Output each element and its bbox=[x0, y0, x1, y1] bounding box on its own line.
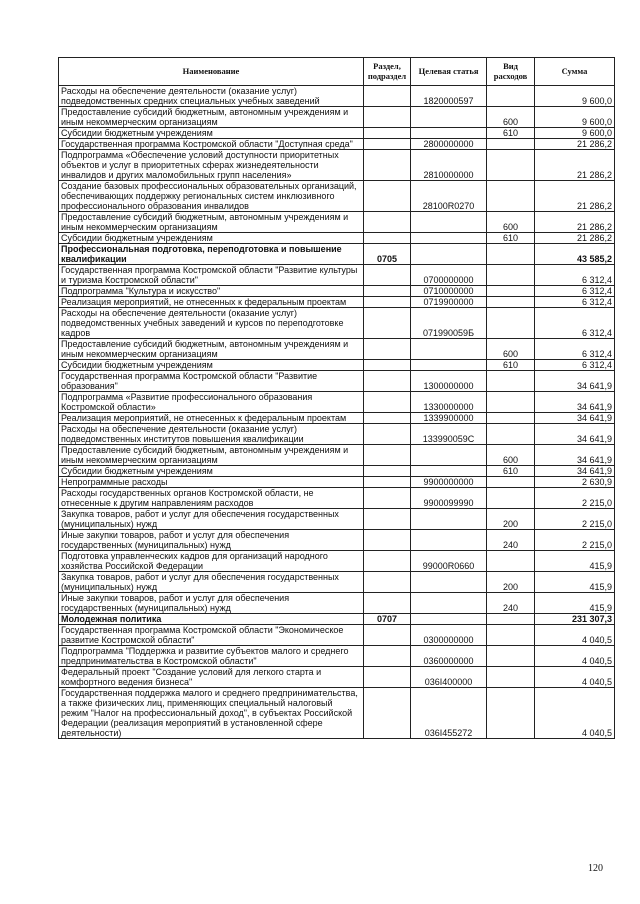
cell-sum: 2 630,9 bbox=[535, 477, 615, 488]
cell-name: Государственная программа Костромской области "Развитие культуры и туризма Костромской области" bbox=[59, 265, 364, 286]
cell-section bbox=[364, 667, 411, 688]
cell-section bbox=[364, 297, 411, 308]
cell-name: Создание базовых профессиональных образовательных организаций, обеспечивающих поддержку региональных систем инклюзивного профессионального образования инвалидов bbox=[59, 181, 364, 212]
cell-name: Субсидии бюджетным учреждениям bbox=[59, 233, 364, 244]
cell-target bbox=[411, 509, 487, 530]
cell-name: Государственная программа Костромской области "Развитие образования" bbox=[59, 371, 364, 392]
cell-section bbox=[364, 466, 411, 477]
table-row bbox=[59, 551, 615, 572]
cell-type: 600 bbox=[487, 212, 535, 233]
cell-section bbox=[364, 308, 411, 339]
table-row bbox=[59, 150, 615, 181]
cell-target bbox=[411, 572, 487, 593]
header-type: Вид расходов bbox=[487, 58, 535, 86]
cell-name: Иные закупки товаров, работ и услуг для обеспечения государственных (муниципальных) нужд bbox=[59, 530, 364, 551]
header-name: Наименование bbox=[59, 58, 364, 86]
cell-type bbox=[487, 614, 535, 625]
table-row bbox=[59, 509, 615, 530]
cell-type: 610 bbox=[487, 128, 535, 139]
cell-name: Закупка товаров, работ и услуг для обеспечения государственных (муниципальных) нужд bbox=[59, 572, 364, 593]
cell-section bbox=[364, 212, 411, 233]
cell-name: Государственная программа Костромской области "Доступная среда" bbox=[59, 139, 364, 150]
cell-target: 0710000000 bbox=[411, 286, 487, 297]
table-row bbox=[59, 107, 615, 128]
cell-sum: 4 040,5 bbox=[535, 646, 615, 667]
table-row bbox=[59, 477, 615, 488]
cell-target: 1300000000 bbox=[411, 371, 487, 392]
cell-name: Расходы на обеспечение деятельности (оказание услуг) подведомственных средних специальных учебных заведений bbox=[59, 86, 364, 107]
header-section: Раздел, подраздел bbox=[364, 58, 411, 86]
cell-target bbox=[411, 244, 487, 265]
cell-name: Профессиональная подготовка, переподготовка и повышение квалификации bbox=[59, 244, 364, 265]
cell-sum: 4 040,5 bbox=[535, 625, 615, 646]
cell-type: 600 bbox=[487, 445, 535, 466]
cell-type bbox=[487, 551, 535, 572]
cell-name: Реализация мероприятий, не отнесенных к федеральным проектам bbox=[59, 413, 364, 424]
cell-target: 28100R0270 bbox=[411, 181, 487, 212]
table-row bbox=[59, 413, 615, 424]
cell-sum: 2 215,0 bbox=[535, 488, 615, 509]
cell-target bbox=[411, 614, 487, 625]
cell-type bbox=[487, 286, 535, 297]
cell-target bbox=[411, 360, 487, 371]
cell-section bbox=[364, 339, 411, 360]
table-row bbox=[59, 572, 615, 593]
table-row bbox=[59, 625, 615, 646]
cell-sum: 6 312,4 bbox=[535, 265, 615, 286]
cell-name: Предоставление субсидий бюджетным, автономным учреждениям и иным некоммерческим организациям bbox=[59, 212, 364, 233]
cell-type bbox=[487, 646, 535, 667]
cell-type: 610 bbox=[487, 360, 535, 371]
cell-sum: 9 600,0 bbox=[535, 107, 615, 128]
header-target: Целевая статья bbox=[411, 58, 487, 86]
cell-type bbox=[487, 139, 535, 150]
cell-section: 0707 bbox=[364, 614, 411, 625]
cell-type: 610 bbox=[487, 466, 535, 477]
cell-sum: 6 312,4 bbox=[535, 308, 615, 339]
cell-type bbox=[487, 688, 535, 739]
table-row bbox=[59, 139, 615, 150]
table-row bbox=[59, 445, 615, 466]
table-row bbox=[59, 688, 615, 739]
header-sum: Сумма bbox=[535, 58, 615, 86]
cell-name: Подготовка управленческих кадров для организаций народного хозяйства Российской Федерации bbox=[59, 551, 364, 572]
table-row bbox=[59, 233, 615, 244]
table-row bbox=[59, 424, 615, 445]
cell-sum: 6 312,4 bbox=[535, 297, 615, 308]
cell-type bbox=[487, 86, 535, 107]
table-row bbox=[59, 593, 615, 614]
cell-sum: 34 641,9 bbox=[535, 466, 615, 477]
cell-section bbox=[364, 86, 411, 107]
cell-sum: 415,9 bbox=[535, 593, 615, 614]
cell-sum: 2 215,0 bbox=[535, 530, 615, 551]
cell-target bbox=[411, 128, 487, 139]
cell-type bbox=[487, 308, 535, 339]
table-header bbox=[59, 58, 615, 86]
cell-type bbox=[487, 265, 535, 286]
cell-sum: 6 312,4 bbox=[535, 286, 615, 297]
cell-target bbox=[411, 530, 487, 551]
cell-target: 1339900000 bbox=[411, 413, 487, 424]
cell-type: 610 bbox=[487, 233, 535, 244]
cell-name: Предоставление субсидий бюджетным, автономным учреждениям и иным некоммерческим организациям bbox=[59, 107, 364, 128]
cell-name: Закупка товаров, работ и услуг для обеспечения государственных (муниципальных) нужд bbox=[59, 509, 364, 530]
cell-section: 0705 bbox=[364, 244, 411, 265]
cell-sum: 34 641,9 bbox=[535, 413, 615, 424]
cell-name: Предоставление субсидий бюджетным, автономным учреждениям и иным некоммерческим организациям bbox=[59, 445, 364, 466]
table-row bbox=[59, 86, 615, 107]
cell-name: Предоставление субсидий бюджетным, автономным учреждениям и иным некоммерческим организациям bbox=[59, 339, 364, 360]
cell-target: 99000R0660 bbox=[411, 551, 487, 572]
cell-section bbox=[364, 509, 411, 530]
cell-type: 240 bbox=[487, 593, 535, 614]
cell-sum: 21 286,2 bbox=[535, 233, 615, 244]
table-row bbox=[59, 244, 615, 265]
table-row bbox=[59, 360, 615, 371]
cell-type bbox=[487, 181, 535, 212]
cell-sum: 21 286,2 bbox=[535, 150, 615, 181]
cell-type: 600 bbox=[487, 339, 535, 360]
cell-type bbox=[487, 625, 535, 646]
cell-name: Субсидии бюджетным учреждениям bbox=[59, 360, 364, 371]
cell-sum: 4 040,5 bbox=[535, 667, 615, 688]
cell-target bbox=[411, 107, 487, 128]
cell-section bbox=[364, 572, 411, 593]
cell-section bbox=[364, 286, 411, 297]
cell-section bbox=[364, 625, 411, 646]
cell-name: Молодежная политика bbox=[59, 614, 364, 625]
cell-name: Расходы на обеспечение деятельности (оказание услуг) подведомственных институтов повышения квалификации bbox=[59, 424, 364, 445]
cell-section bbox=[364, 371, 411, 392]
cell-name: Государственная программа Костромской области "Экономическое развитие Костромской области" bbox=[59, 625, 364, 646]
cell-name: Подпрограмма «Обеспечение условий доступности приоритетных объектов и услуг в приоритетных сферах жизнедеятельности инвалидов и других маломобильных групп населения» bbox=[59, 150, 364, 181]
cell-sum: 21 286,2 bbox=[535, 139, 615, 150]
cell-section bbox=[364, 233, 411, 244]
cell-sum: 6 312,4 bbox=[535, 339, 615, 360]
cell-type bbox=[487, 488, 535, 509]
cell-target bbox=[411, 339, 487, 360]
cell-sum: 6 312,4 bbox=[535, 360, 615, 371]
cell-type bbox=[487, 477, 535, 488]
cell-section bbox=[364, 488, 411, 509]
cell-sum: 43 585,2 bbox=[535, 244, 615, 265]
cell-name: Расходы на обеспечение деятельности (оказание услуг) подведомственных учебных заведений и курсов по переподготовке кадров bbox=[59, 308, 364, 339]
cell-section bbox=[364, 107, 411, 128]
cell-sum: 21 286,2 bbox=[535, 212, 615, 233]
table-row bbox=[59, 308, 615, 339]
budget-table-container bbox=[58, 57, 614, 739]
cell-sum: 4 040,5 bbox=[535, 688, 615, 739]
cell-sum: 231 307,3 bbox=[535, 614, 615, 625]
cell-target bbox=[411, 466, 487, 477]
cell-name: Подпрограмма "Культура и искусство" bbox=[59, 286, 364, 297]
cell-section bbox=[364, 181, 411, 212]
budget-table bbox=[58, 57, 615, 739]
cell-section bbox=[364, 551, 411, 572]
cell-target: 036I400000 bbox=[411, 667, 487, 688]
cell-section bbox=[364, 265, 411, 286]
cell-name: Субсидии бюджетным учреждениям bbox=[59, 128, 364, 139]
cell-type: 600 bbox=[487, 107, 535, 128]
cell-name: Субсидии бюджетным учреждениям bbox=[59, 466, 364, 477]
cell-type bbox=[487, 297, 535, 308]
cell-type: 240 bbox=[487, 530, 535, 551]
cell-sum: 415,9 bbox=[535, 572, 615, 593]
cell-sum: 415,9 bbox=[535, 551, 615, 572]
cell-sum: 2 215,0 bbox=[535, 509, 615, 530]
cell-section bbox=[364, 424, 411, 445]
cell-name: Реализация мероприятий, не отнесенных к федеральным проектам bbox=[59, 297, 364, 308]
table-row bbox=[59, 128, 615, 139]
table-row bbox=[59, 466, 615, 477]
table-row bbox=[59, 667, 615, 688]
table-row bbox=[59, 339, 615, 360]
cell-section bbox=[364, 593, 411, 614]
table-row bbox=[59, 181, 615, 212]
cell-section bbox=[364, 360, 411, 371]
cell-target: 1820000597 bbox=[411, 86, 487, 107]
cell-target: 0719900000 bbox=[411, 297, 487, 308]
table-row bbox=[59, 646, 615, 667]
cell-target: 036I455272 bbox=[411, 688, 487, 739]
cell-type: 200 bbox=[487, 509, 535, 530]
cell-target: 2810000000 bbox=[411, 150, 487, 181]
cell-target: 0700000000 bbox=[411, 265, 487, 286]
cell-sum: 34 641,9 bbox=[535, 445, 615, 466]
cell-name: Подпрограмма «Развитие профессионального образования Костромской области» bbox=[59, 392, 364, 413]
cell-sum: 34 641,9 bbox=[535, 392, 615, 413]
cell-type bbox=[487, 150, 535, 181]
cell-type bbox=[487, 667, 535, 688]
cell-name: Непрограммные расходы bbox=[59, 477, 364, 488]
cell-target: 1330000000 bbox=[411, 392, 487, 413]
cell-name: Расходы государственных органов Костромской области, не отнесенные к другим направлениям расходов bbox=[59, 488, 364, 509]
cell-type bbox=[487, 424, 535, 445]
cell-target: 9900000000 bbox=[411, 477, 487, 488]
cell-type bbox=[487, 413, 535, 424]
table-row bbox=[59, 212, 615, 233]
table-body bbox=[59, 86, 615, 739]
cell-section bbox=[364, 413, 411, 424]
table-row bbox=[59, 530, 615, 551]
cell-sum: 9 600,0 bbox=[535, 86, 615, 107]
cell-section bbox=[364, 445, 411, 466]
cell-target bbox=[411, 593, 487, 614]
cell-name: Федеральный проект "Создание условий для легкого старта и комфортного ведения бизнеса" bbox=[59, 667, 364, 688]
cell-sum: 9 600,0 bbox=[535, 128, 615, 139]
table-row bbox=[59, 286, 615, 297]
cell-sum: 34 641,9 bbox=[535, 424, 615, 445]
cell-type: 200 bbox=[487, 572, 535, 593]
cell-section bbox=[364, 392, 411, 413]
table-row bbox=[59, 614, 615, 625]
cell-name: Иные закупки товаров, работ и услуг для обеспечения государственных (муниципальных) нужд bbox=[59, 593, 364, 614]
cell-type bbox=[487, 371, 535, 392]
cell-target: 0300000000 bbox=[411, 625, 487, 646]
table-row bbox=[59, 371, 615, 392]
cell-target: 0360000000 bbox=[411, 646, 487, 667]
cell-section bbox=[364, 688, 411, 739]
cell-target: 2800000000 bbox=[411, 139, 487, 150]
table-row bbox=[59, 392, 615, 413]
table-row bbox=[59, 297, 615, 308]
table-row bbox=[59, 265, 615, 286]
table-row bbox=[59, 488, 615, 509]
cell-section bbox=[364, 477, 411, 488]
cell-section bbox=[364, 139, 411, 150]
cell-section bbox=[364, 150, 411, 181]
cell-target: 133990059С bbox=[411, 424, 487, 445]
cell-type bbox=[487, 244, 535, 265]
cell-target: 9900099990 bbox=[411, 488, 487, 509]
cell-target bbox=[411, 233, 487, 244]
cell-sum: 34 641,9 bbox=[535, 371, 615, 392]
cell-target: 071990059Б bbox=[411, 308, 487, 339]
cell-name: Государственная поддержка малого и среднего предпринимательства, а также физических лиц, применяющих специальный налоговый режим "Налог на профессиональный доход", в субъектах Российской Федерации (реализация мероприятий в установленной сфере деятельности) bbox=[59, 688, 364, 739]
cell-target bbox=[411, 445, 487, 466]
cell-section bbox=[364, 128, 411, 139]
page-number: 120 bbox=[588, 863, 603, 874]
cell-sum: 21 286,2 bbox=[535, 181, 615, 212]
cell-target bbox=[411, 212, 487, 233]
cell-type bbox=[487, 392, 535, 413]
cell-name: Подпрограмма "Поддержка и развитие субъектов малого и среднего предпринимательства в Костромской области" bbox=[59, 646, 364, 667]
cell-section bbox=[364, 530, 411, 551]
cell-section bbox=[364, 646, 411, 667]
